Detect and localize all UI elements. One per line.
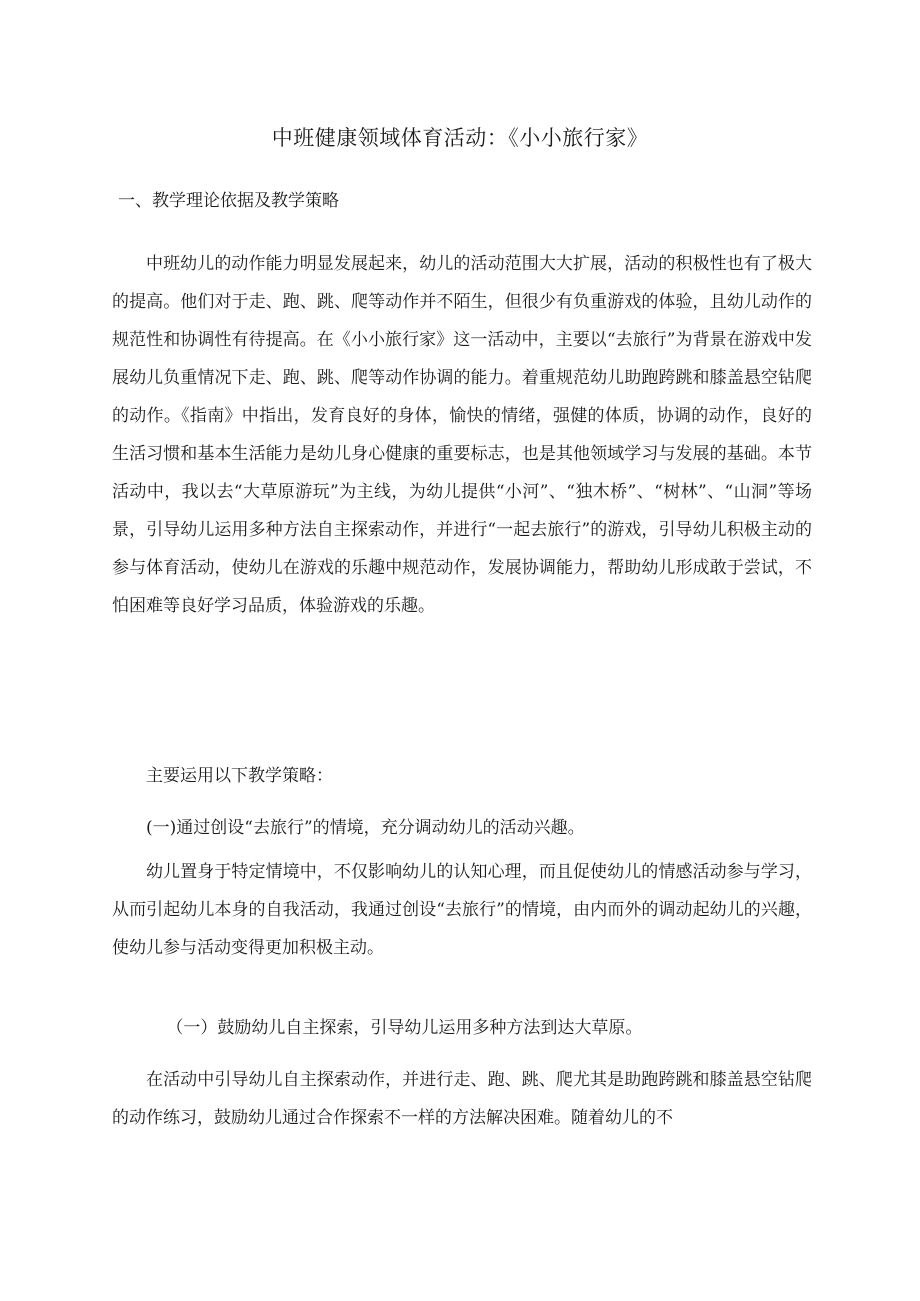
- paragraph-strategies-lead: 主要运用以下教学策略：: [146, 766, 333, 786]
- paragraph-strategy-body-2: 在活动中引导幼儿自主探索动作，并进行走、跑、跳、爬尤其是助跑跨跳和膝盖悬空钻爬的动作练习，鼓励幼儿通过合作探索不一样的方法解决困难。随着幼儿的不: [112, 1070, 812, 1128]
- section-heading: 一、教学理论依据及教学策略: [118, 191, 339, 211]
- paragraph-intro: 中班幼儿的动作能力明显发展起来，幼儿的活动范围大大扩展，活动的积极性也有了极大的提高。他们对于走、跑、跳、爬等动作并不陌生，但很少有负重游戏的体验，且幼儿动作的规范性和协调性有待提高。在《小小旅行家》这一活动中，主要以“去旅行”为背景在游戏中发展幼儿负重情况下走、跑、跳、爬等动作协调的能力。着重规范幼儿助跑跨跳和膝盖悬空钻爬的动作。《指南》中指出，发育良好的身体，愉快的情绪，强健的体质，协调的动作，良好的生活习惯和基本生活能力是幼儿身心健康的重要标志，也是其他领域学习与发展的基础。本节活动中，我以去“大草原游玩”为主线，为幼儿提供“小河”、“独木桥”、“树林”、“山洞”等场景，引导幼儿运用多种方法自主探索动作，并进行“一起去旅行”的游戏，引导幼儿积极主动的参与体育活动，使幼儿在游戏的乐趣中规范动作，发展协调能力，帮助幼儿形成敢于尝试，不怕困难等良好学习品质，体验游戏的乐趣。: [112, 254, 812, 616]
- document-title: 中班健康领域体育活动：《小小旅行家》: [271, 126, 649, 150]
- paragraph-strategy-heading-2: （一）鼓励幼儿自主探索，引导幼儿运用多种方法到达大草原。: [166, 1018, 643, 1038]
- paragraph-strategy-body-1: 幼儿置身于特定情境中，不仅影响幼儿的认知心理，而且促使幼儿的情感活动参与学习，从而引起幼儿本身的自我活动，我通过创设“去旅行”的情境，由内而外的调动起幼儿的兴趣，使幼儿参与活动变得更加积极主动。: [112, 862, 812, 958]
- paragraph-strategy-heading-1: (一)通过创设“去旅行”的情境，充分调动幼儿的活动兴趣。: [146, 818, 585, 838]
